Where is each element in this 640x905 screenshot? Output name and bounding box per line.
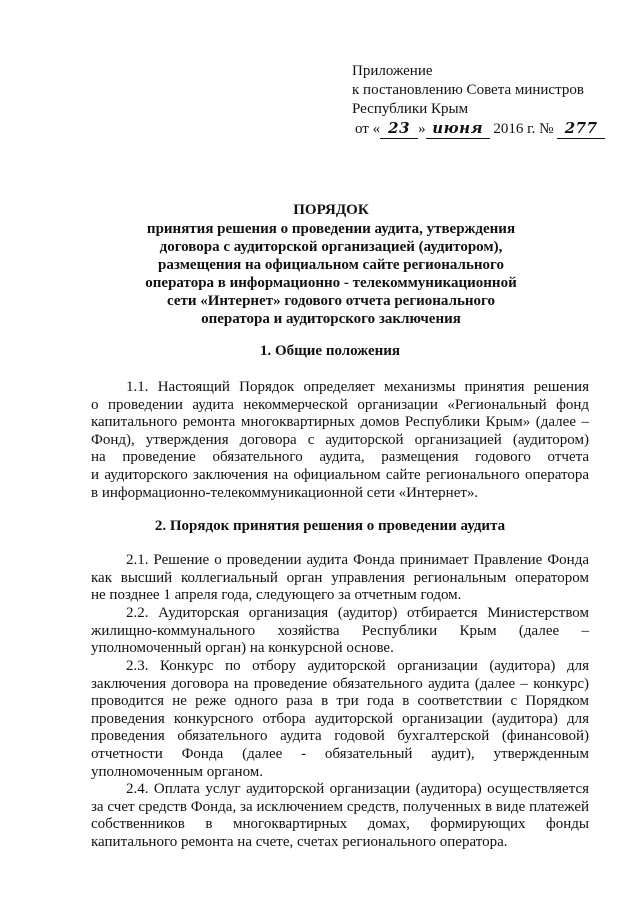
text-line: 2.3. Конкурс по отбору аудиторской организации (аудитора) для bbox=[126, 658, 589, 674]
date-year: 2016 г. № bbox=[493, 121, 554, 137]
title-line: сети «Интернет» годового отчета регионального bbox=[166, 293, 495, 309]
paragraph-2-2 bbox=[91, 605, 589, 658]
appendix-region: Республики Крым bbox=[352, 101, 469, 117]
title-line: оператора и аудиторского заключения bbox=[201, 311, 461, 327]
section-2-heading: 2. Порядок принятия решения о проведении аудита bbox=[154, 518, 506, 534]
text-line: капитального ремонта многоквартирных домов Республики Крым» (далее – bbox=[91, 414, 589, 431]
paragraph-2-4 bbox=[91, 781, 589, 851]
text-line: как высший коллегиальный орган управления региональным оператором bbox=[91, 569, 589, 586]
text-line: заключения договора на проведение обязательного аудита (далее – конкурс) bbox=[91, 675, 589, 692]
title-line: принятия решения о проведении аудита, утверждения bbox=[146, 221, 516, 237]
text-line: 1.1. Настоящий Порядок определяет механизмы принятия решения bbox=[126, 379, 589, 395]
text-line: и аудиторского заключения на официальном сайте регионального оператора bbox=[91, 466, 589, 483]
date-day-handwritten: 23 bbox=[380, 119, 418, 139]
text-line: уполномоченный орган) на конкурсной основе. bbox=[91, 640, 394, 657]
text-line: жилищно-коммунального хозяйства Республики Крым (далее – bbox=[91, 622, 589, 639]
text-line: проведения конкурсного отбора аудиторской организации (аудитора) для bbox=[91, 710, 589, 727]
text-line: в информационно-телекоммуникационной сети «Интернет». bbox=[91, 484, 479, 501]
text-line: 2.2. Аудиторская организация (аудитор) отбирается Министерством bbox=[126, 605, 589, 621]
title-line: договора с аудиторской организацией (аудитором), bbox=[159, 239, 503, 255]
paragraph-2-1 bbox=[91, 552, 589, 605]
appendix-resolution: к постановлению Совета министров bbox=[352, 82, 584, 98]
title-main: ПОРЯДОК bbox=[293, 202, 369, 218]
date-prefix: от « bbox=[355, 121, 381, 137]
title-line: оператора в информационно - телекоммуникационной bbox=[145, 275, 517, 291]
paragraph-1-1 bbox=[91, 379, 589, 502]
resolution-number-handwritten: 277 bbox=[557, 119, 605, 139]
text-line: отчетности Фонда (далее - обязательный аудит), утвержденным bbox=[91, 745, 589, 762]
document-title bbox=[96, 201, 566, 328]
text-line: не позднее 1 апреля года, следующего за отчетным годом. bbox=[91, 587, 462, 604]
text-line: 2.1. Решение о проведении аудита Фонда принимает Правление Фонда bbox=[126, 552, 589, 568]
text-line: Фонд), утверждения договора с аудиторской организацией (аудитором) bbox=[91, 431, 589, 448]
title-line: размещения на официальном сайте регионального bbox=[158, 257, 504, 273]
paragraph-2-3 bbox=[91, 658, 589, 781]
text-line: капитального ремонта на счете, счетах регионального оператора. bbox=[91, 833, 508, 850]
date-mid: » bbox=[418, 121, 426, 137]
date-month-handwritten: июня bbox=[426, 119, 490, 139]
section-1-heading: 1. Общие положения bbox=[259, 343, 401, 359]
text-line: проводится не реже одного раза в три года в соответствии с Порядком bbox=[91, 693, 589, 710]
text-line: 2.4. Оплата услуг аудиторской организации (аудитора) осуществляется bbox=[126, 781, 589, 797]
text-line: уполномоченным органом. bbox=[91, 763, 264, 780]
appendix-header bbox=[352, 62, 622, 139]
appendix-date-line bbox=[355, 119, 622, 139]
text-line: проведения обязательного аудита годовой бухгалтерской (финансовой) bbox=[91, 728, 589, 745]
text-line: собственников в многоквартирных домах, формирующих фонды bbox=[91, 816, 589, 833]
text-line: на проведение обязательного аудита, размещения годового отчета bbox=[91, 449, 589, 466]
text-line: о проведении аудита некоммерческой организации «Региональный фонд bbox=[91, 396, 589, 413]
appendix-label: Приложение bbox=[352, 63, 433, 79]
text-line: за счет средств Фонда, за исключением средств, полученных в виде платежей bbox=[91, 798, 589, 815]
